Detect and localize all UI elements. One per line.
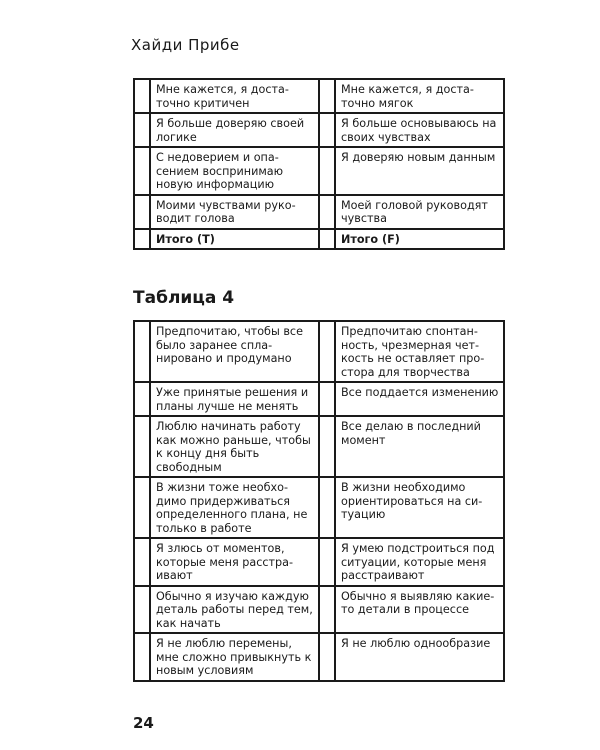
- checkbox-cell[interactable]: [319, 321, 335, 382]
- table-cell-right: Предпочитаю спонтанность, чрезмерная четкость не оставляет простора для творчества: [335, 321, 504, 382]
- checkbox-cell[interactable]: [319, 477, 335, 538]
- checkbox-cell[interactable]: [134, 147, 150, 195]
- table-cell-right: Обычно я выявляю какие-то детали в процессе: [335, 586, 504, 634]
- checkbox-cell[interactable]: [134, 195, 150, 229]
- table-row: [134, 633, 504, 681]
- table-cell-left: Я не люблю перемены, мне сложно привыкнуть к новым условиям: [150, 633, 319, 681]
- checkbox-cell[interactable]: [134, 382, 150, 416]
- table-cell-left: Мне кажется, я достаточно критичен: [150, 79, 319, 113]
- table-row: [134, 477, 504, 538]
- table-cell-right: Все делаю в последний момент: [335, 416, 504, 477]
- checkbox-cell[interactable]: [319, 633, 335, 681]
- page-number: 24: [133, 714, 154, 732]
- checkbox-cell[interactable]: [134, 633, 150, 681]
- table-cell-left: Уже принятые решения и планы лучше не менять: [150, 382, 319, 416]
- checkbox-cell[interactable]: [319, 538, 335, 586]
- total-label-t: Итого (T): [150, 229, 319, 250]
- total-label-f: Итого (F): [335, 229, 504, 250]
- table-cell-right: Я не люблю однообразие: [335, 633, 504, 681]
- table-row: [134, 321, 504, 382]
- table-cell-right: Мне кажется, я достаточно мягок: [335, 79, 504, 113]
- table-cell-right: Моей головой руководят чувства: [335, 195, 504, 229]
- table-cell-left: Обычно я изучаю каждую деталь работы перед тем, как начать: [150, 586, 319, 634]
- table-cell-right: В жизни необходимо ориентироваться на ситуацию: [335, 477, 504, 538]
- checkbox-cell[interactable]: [319, 416, 335, 477]
- table-cell-right: Все поддается изменению: [335, 382, 504, 416]
- checkbox-cell[interactable]: [319, 113, 335, 147]
- total-row: [134, 229, 504, 250]
- table-cell-left: Люблю начинать работу как можно раньше, чтобы к концу дня быть свободным: [150, 416, 319, 477]
- checkbox-cell[interactable]: [134, 321, 150, 382]
- checkbox-cell[interactable]: [319, 147, 335, 195]
- preference-table-3: [133, 78, 505, 250]
- checkbox-cell[interactable]: [319, 586, 335, 634]
- table-row: [134, 586, 504, 634]
- preference-table-4: [133, 320, 505, 682]
- table-cell-left: Моими чувствами руководит голова: [150, 195, 319, 229]
- checkbox-cell[interactable]: [319, 79, 335, 113]
- table-row: [134, 113, 504, 147]
- checkbox-cell[interactable]: [134, 79, 150, 113]
- table-4-title: Таблица 4: [133, 288, 235, 308]
- table-cell-left: Я больше доверяю своей логике: [150, 113, 319, 147]
- table-row: [134, 79, 504, 113]
- table-cell-right: Я доверяю новым данным: [335, 147, 504, 195]
- table-row: [134, 147, 504, 195]
- table-row: [134, 195, 504, 229]
- table-cell-right: Я умею подстроиться под ситуации, которые меня расстраивают: [335, 538, 504, 586]
- checkbox-cell[interactable]: [134, 586, 150, 634]
- checkbox-cell[interactable]: [134, 538, 150, 586]
- table-cell-left: Я злюсь от моментов, которые меня расстраивают: [150, 538, 319, 586]
- checkbox-cell[interactable]: [134, 113, 150, 147]
- table-row: [134, 538, 504, 586]
- table-row: [134, 382, 504, 416]
- total-box-right[interactable]: [319, 229, 335, 250]
- total-box-left[interactable]: [134, 229, 150, 250]
- checkbox-cell[interactable]: [319, 195, 335, 229]
- table-cell-right: Я больше основываюсь на своих чувствах: [335, 113, 504, 147]
- table-cell-left: В жизни тоже необходимо придерживаться определенного плана, не только в работе: [150, 477, 319, 538]
- checkbox-cell[interactable]: [319, 382, 335, 416]
- table-cell-left: Предпочитаю, чтобы все было заранее спланировано и продумано: [150, 321, 319, 382]
- table-row: [134, 416, 504, 477]
- checkbox-cell[interactable]: [134, 477, 150, 538]
- running-header-author: Хайди Прибе: [131, 36, 240, 54]
- table-cell-left: С недоверием и опасением воспринимаю новую информацию: [150, 147, 319, 195]
- checkbox-cell[interactable]: [134, 416, 150, 477]
